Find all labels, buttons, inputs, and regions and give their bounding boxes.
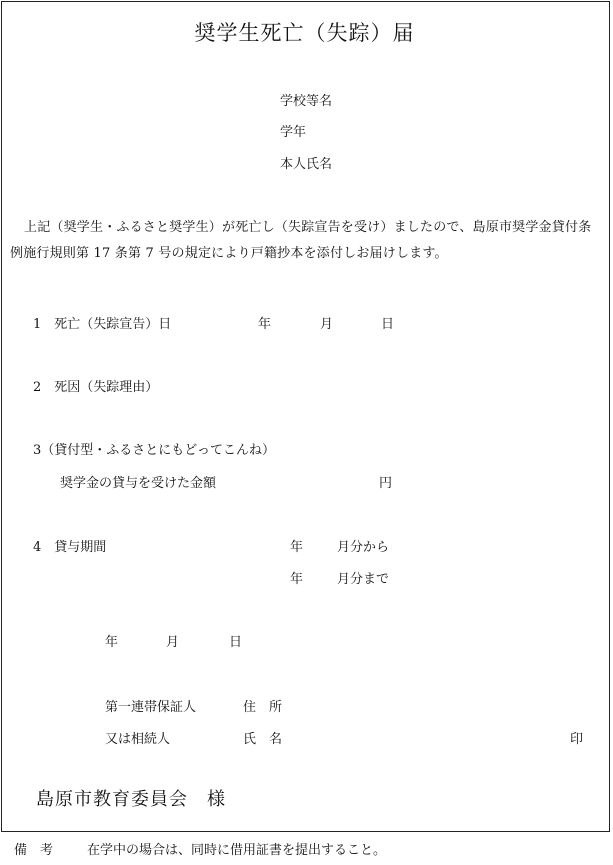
- addressee: 島原市教育委員会 様: [36, 789, 226, 810]
- item4-to-month: 月分まで: [337, 572, 390, 587]
- item3-amount-label: 奨学金の貸与を受けた金額: [60, 476, 217, 491]
- submission-day: 日: [229, 635, 243, 650]
- item4-to-year: 年: [290, 572, 304, 587]
- seal-mark: 印: [570, 732, 584, 747]
- item4-from-month: 月分から: [337, 540, 390, 555]
- student-name-label: 本人氏名: [280, 157, 333, 172]
- item2-cause-label: 2 死因（失踪理由）: [33, 380, 159, 395]
- item1-month: 月: [320, 317, 334, 332]
- item1-death-date-label: 1 死亡（失踪宣告）日: [33, 317, 172, 332]
- form-title: 奨学生死亡（失踪）届: [194, 21, 415, 45]
- item3-type-label: 3（貸付型・ふるさとにもどってこんね）: [33, 443, 276, 458]
- item1-day: 日: [381, 317, 395, 332]
- grade-label: 学年: [280, 125, 307, 140]
- guarantor-address-label: 住 所: [243, 700, 283, 715]
- item3-yen-unit: 円: [379, 476, 393, 491]
- school-name-label: 学校等名: [280, 94, 333, 109]
- item4-from-year: 年: [290, 540, 304, 555]
- item1-year: 年: [258, 317, 272, 332]
- guarantor-name-label: 氏 名: [243, 732, 283, 747]
- item4-period-label: 4 貸与期間: [33, 540, 107, 555]
- note-text: 在学中の場合は、同時に借用証書を提出すること。: [87, 843, 387, 858]
- guarantor-role-label: 第一連帯保証人: [105, 700, 197, 715]
- statement-paragraph: 上記（奨学生・ふるさと奨学生）が死亡し（失踪宣告を受け）ましたので、島原市奨学金貸付条例施行規則第 17 条第 7 号の規定により戸籍抄本を添付しお届けします。: [10, 220, 592, 261]
- submission-month: 月: [166, 635, 180, 650]
- heir-role-label: 又は相続人: [105, 732, 171, 747]
- note-label: 備 考: [14, 843, 54, 858]
- submission-year: 年: [105, 635, 119, 650]
